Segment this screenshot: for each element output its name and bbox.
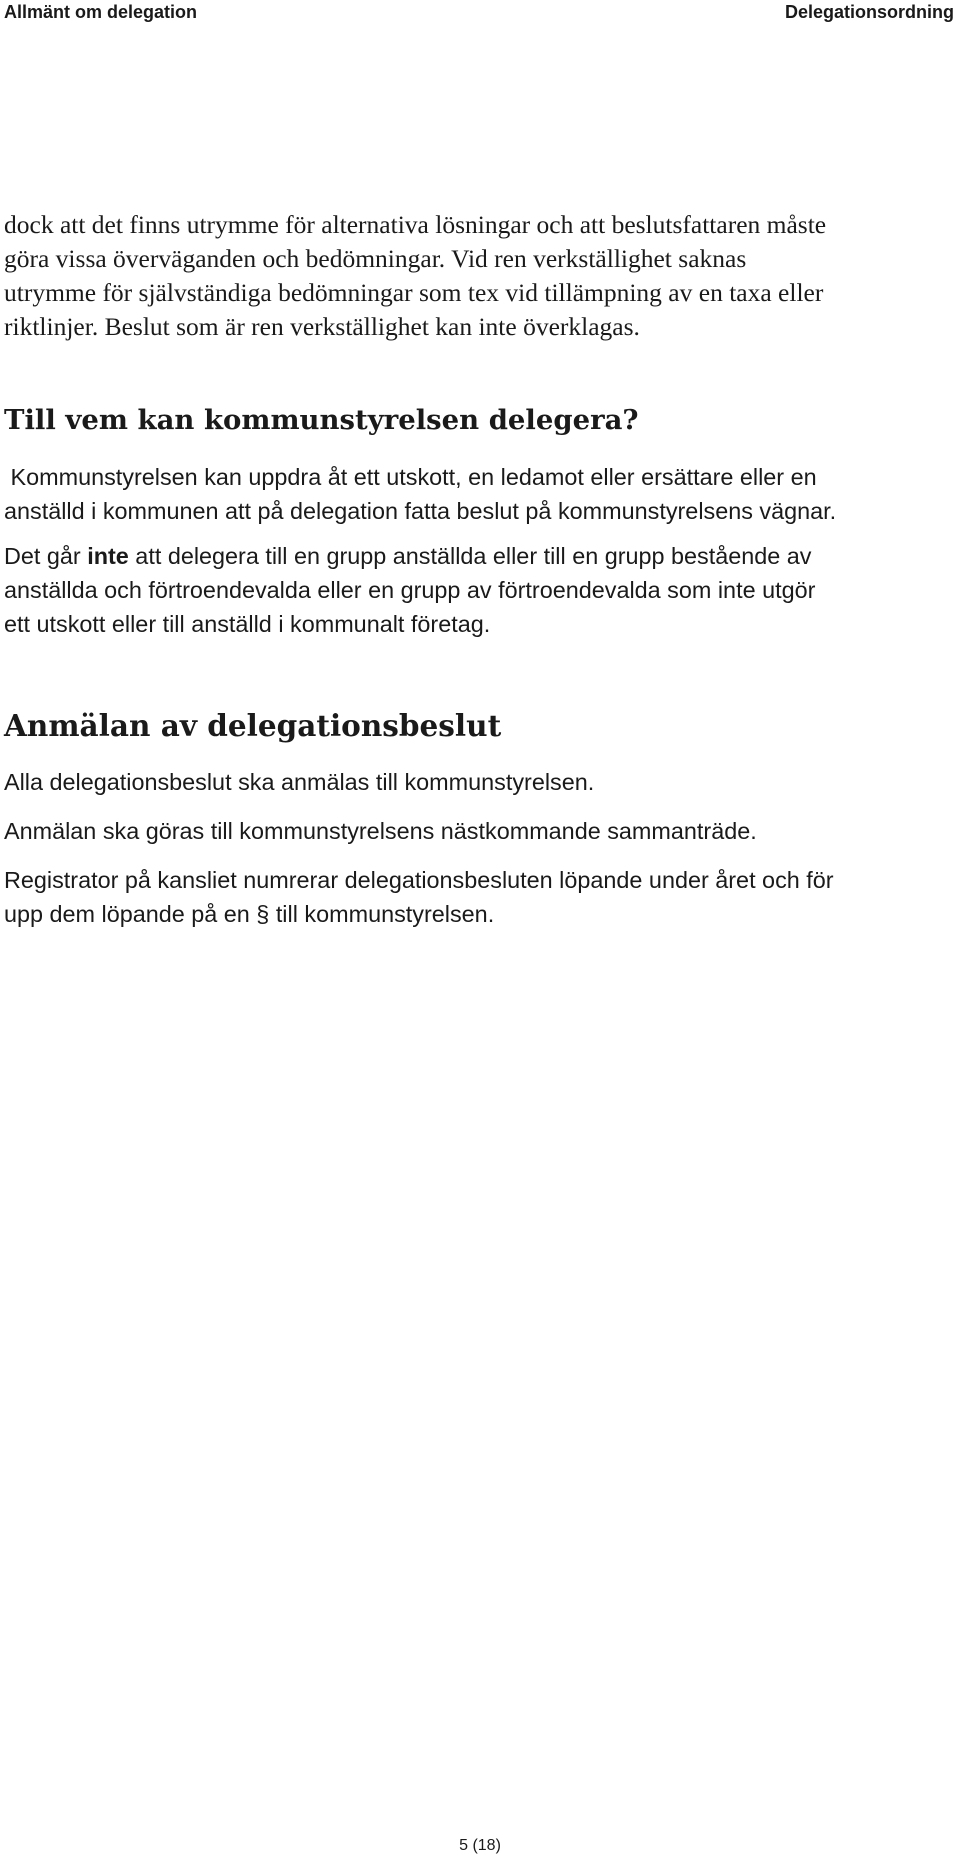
text-line: Kommunstyrelsen kan uppdra åt ett utskott, en ledamot eller ersättare eller en: [4, 464, 817, 490]
section-heading-till-vem: Till vem kan kommunstyrelsen delegera?: [4, 404, 639, 436]
running-header-right: Delegationsordning: [784, 2, 954, 22]
text-line: Registrator på kansliet numrerar delegationsbesluten löpande under året och för: [4, 867, 834, 893]
section-heading-anmalan: Anmälan av delegationsbeslut: [4, 708, 502, 743]
text-line: göra vissa överväganden och bedömningar. Vid ren verkställighet saknas: [4, 244, 747, 273]
text-line: anställd i kommunen att på delegation fatta beslut på kommunstyrelsens vägnar.: [4, 498, 837, 524]
text-run: Det går: [4, 543, 88, 569]
paragraph-anmalas: [4, 765, 954, 799]
page-number: 5 (18): [459, 1837, 501, 1854]
emphasis-inte: inte: [87, 543, 129, 569]
text-line: riktlinjer. Beslut som är ren verkställighet kan inte överklagas.: [4, 312, 640, 341]
text-line: ett utskott eller till anställd i kommunalt företag.: [4, 611, 491, 637]
running-header-left: Allmänt om delegation: [4, 2, 198, 22]
text-line: Alla delegationsbeslut ska anmälas till kommunstyrelsen.: [4, 769, 595, 795]
text-line: dock att det finns utrymme för alternativa lösningar och att beslutsfattaren måste: [4, 210, 827, 239]
paragraph-sammantrade: [4, 814, 954, 848]
text-line: utrymme för självständiga bedömningar som tex vid tillämpning av en taxa eller: [4, 278, 824, 307]
paragraph-inte-delegera: [4, 539, 954, 641]
text-run: att delegera till en grupp anställda eller till en grupp bestående av: [128, 543, 812, 569]
text-line: Anmälan ska göras till kommunstyrelsens nästkommande sammanträde.: [4, 818, 757, 844]
text-line: upp dem löpande på en § till kommunstyrelsen.: [4, 901, 495, 927]
text-line: [4, 539, 954, 573]
paragraph-registrator: [4, 863, 954, 931]
text-line: anställda och förtroendevalda eller en grupp av förtroendevalda som inte utgör: [4, 577, 816, 603]
paragraph-uppdra: [4, 460, 954, 528]
paragraph-verkstallighet: [4, 208, 954, 344]
